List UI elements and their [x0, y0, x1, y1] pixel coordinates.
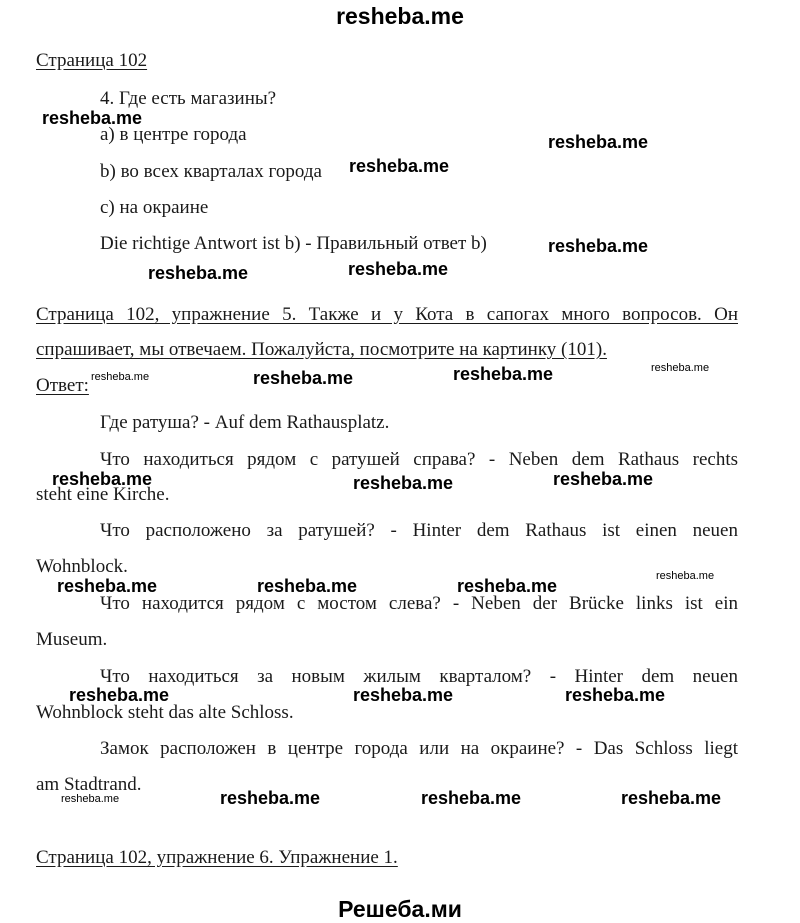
watermark: resheba.me: [148, 263, 249, 283]
qa-line: am Stadtrand.: [36, 774, 142, 795]
qa-line: Что находиться за новым жилым кварталом? - Hinter dem neuen: [100, 666, 738, 687]
answer-label: Ответ:: [36, 375, 89, 396]
watermark: resheba.me: [257, 576, 358, 596]
option-b: b) во всех кварталах города: [100, 161, 322, 182]
watermark: resheba.me: [565, 685, 666, 705]
watermark: resheba.me: [57, 576, 158, 596]
watermark-small: resheba.me: [61, 793, 120, 805]
qa-line: Wohnblock.: [36, 556, 128, 577]
question-text: 4. Где есть магазины?: [100, 88, 277, 109]
watermark: resheba.me: [52, 469, 153, 489]
option-a: a) в центре города: [100, 124, 247, 145]
watermark: resheba.me: [42, 108, 143, 128]
watermark: resheba.me: [353, 685, 454, 705]
watermark: resheba.me: [548, 132, 649, 152]
exercise-5-heading-line1: Страница 102, упражнение 5. Также и у Кота в сапогах много вопросов. Он: [36, 304, 738, 325]
site-header: resheba.me: [336, 3, 464, 29]
watermark: resheba.me: [253, 368, 354, 388]
qa-line: Где ратуша? - Auf dem Rathausplatz.: [100, 412, 390, 433]
site-footer: Решеба.ми: [338, 896, 462, 922]
exercise-5-heading-line2: спрашивает, мы отвечаем. Пожалуйста, посмотрите на картинку (101).: [36, 339, 607, 360]
watermark: resheba.me: [621, 788, 722, 808]
qa-line: Что расположено за ратушей? - Hinter dem Rathaus ist einen neuen: [100, 520, 738, 541]
qa-line: Что находиться рядом с ратушей справа? - Neben dem Rathaus rechts: [100, 449, 738, 470]
qa-line: Museum.: [36, 629, 108, 650]
section-heading-page-102: Страница 102: [36, 50, 148, 71]
qa-line: Замок расположен в центре города или на окраине? - Das Schloss liegt: [100, 738, 738, 759]
watermark: resheba.me: [69, 685, 170, 705]
watermark: resheba.me: [421, 788, 522, 808]
watermark-small: resheba.me: [651, 362, 710, 374]
exercise-6-heading: Страница 102, упражнение 6. Упражнение 1.: [36, 847, 398, 868]
watermark: resheba.me: [548, 236, 649, 256]
option-c: c) на окраине: [100, 197, 209, 218]
watermark-small: resheba.me: [91, 371, 150, 383]
watermark: resheba.me: [220, 788, 321, 808]
watermark-small: resheba.me: [656, 570, 715, 582]
watermark: resheba.me: [348, 259, 449, 279]
qa-line: Что находится рядом с мостом слева? - Neben der Brücke links ist ein: [100, 593, 738, 614]
watermark: resheba.me: [553, 469, 654, 489]
correct-answer: Die richtige Antwort ist b) - Правильный ответ b): [100, 233, 487, 254]
watermark: resheba.me: [353, 473, 454, 493]
qa-line: Wohnblock steht das alte Schloss.: [36, 702, 294, 723]
watermark: resheba.me: [457, 576, 558, 596]
watermark: resheba.me: [453, 364, 554, 384]
qa-line: steht eine Kirche.: [36, 484, 170, 505]
watermark: resheba.me: [349, 156, 450, 176]
